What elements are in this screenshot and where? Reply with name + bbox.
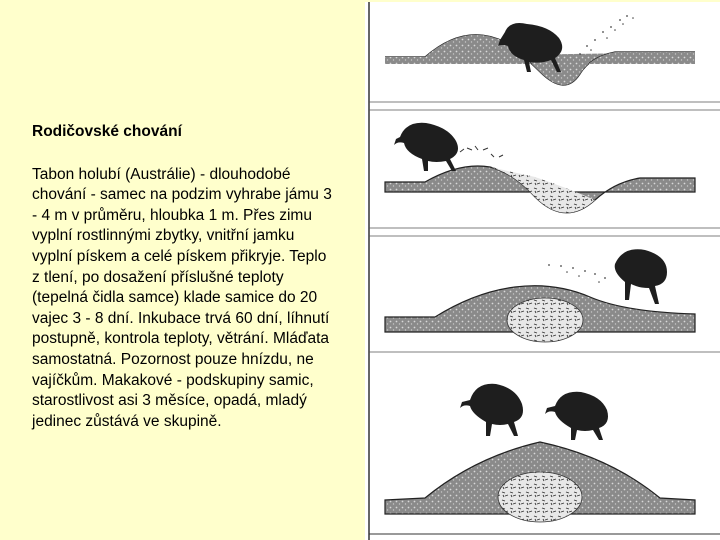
- illustration-svg: [365, 2, 720, 540]
- panel-pair-on-mound: [385, 384, 695, 522]
- slide-body: Tabon holubí (Austrálie) - dlouhodobé chování - samec na podzim vyhrabe jámu 3 - 4 m v průměru, hloubka 1 m. Přes zimu vyplní rostlinnými zbytky, vnitřní jamku vyplní pískem a celé pískem přikryje. Teplo z tlení, po dosažení příslušné teploty (tepelná čidla samce) klade samice do 20 vajec 3 - 8 dní. Inkubace trvá 60 dní, líhnutí postupně, kontrola teploty, větrání. Mláďata samostatná. Pozornost pouze hnízdu, ne vajíčkům. Makakové - podskupiny samic, starostlivost asi 3 měsíce, opadá, mladý jedinec zůstává ve skupině.: [32, 165, 332, 430]
- panel-filling: [369, 110, 720, 228]
- slide-text: [32, 122, 337, 432]
- slide-title: Rodičovské chování: [32, 123, 182, 140]
- panel-digging: [369, 15, 720, 102]
- panel-covering: [369, 236, 720, 352]
- mound-building-illustration: [365, 2, 720, 540]
